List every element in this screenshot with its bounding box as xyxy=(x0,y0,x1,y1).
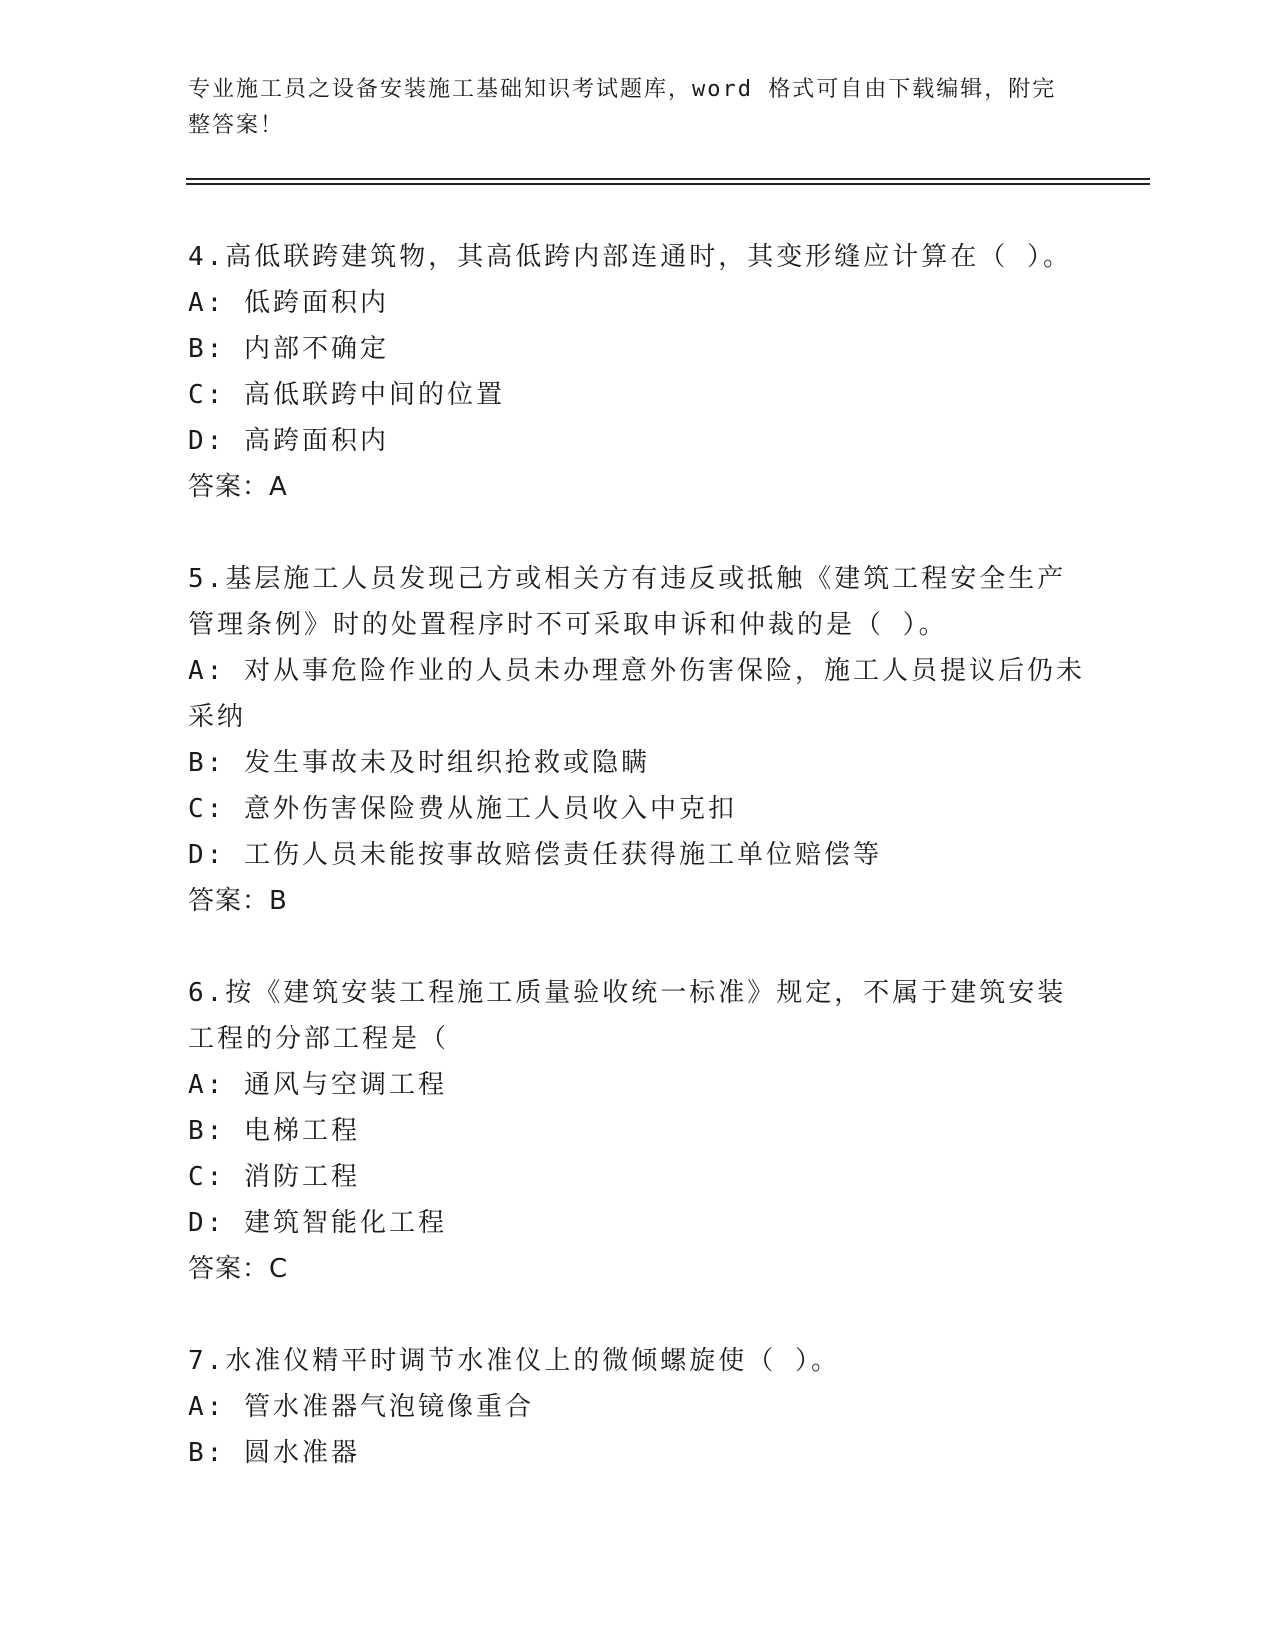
option-a: A: 通风与空调工程 xyxy=(188,1070,447,1100)
option-c: C: 高低联跨中间的位置 xyxy=(188,380,505,410)
answer-label: 答案：C xyxy=(188,1254,289,1284)
option-a: A: 对从事危险作业的人员未办理意外伤害保险，施工人员提议后仍未采纳 xyxy=(188,656,1085,732)
option-c: C: 消防工程 xyxy=(188,1162,360,1192)
question-6 xyxy=(188,970,1088,1292)
answer-label: 答案：A xyxy=(188,472,288,502)
option-b: B: 内部不确定 xyxy=(188,334,389,364)
header-rule-bottom xyxy=(186,183,1150,185)
option-d: D: 工伤人员未能按事故赔偿责任获得施工单位赔偿等 xyxy=(188,840,882,870)
option-c: C: 意外伤害保险费从施工人员收入中克扣 xyxy=(188,794,737,824)
answer-label: 答案：B xyxy=(188,886,288,916)
question-4 xyxy=(188,234,1088,510)
header-rule-top xyxy=(186,178,1150,180)
question-5 xyxy=(188,556,1088,924)
option-a: A: 低跨面积内 xyxy=(188,288,389,318)
option-b: B: 发生事故未及时组织抢救或隐瞒 xyxy=(188,748,650,778)
option-b: B: 圆水准器 xyxy=(188,1438,360,1468)
question-list xyxy=(188,234,1088,1522)
question-stem: 5.基层施工人员发现己方或相关方有违反或抵触《建筑工程安全生产管理条例》时的处置程序时不可采取申诉和仲裁的是（ ）。 xyxy=(188,564,1067,640)
option-b: B: 电梯工程 xyxy=(188,1116,360,1146)
question-stem: 4.高低联跨建筑物，其高低跨内部连通时，其变形缝应计算在（ ）。 xyxy=(188,242,1072,272)
option-d: D: 高跨面积内 xyxy=(188,426,389,456)
question-stem: 7.水准仪精平时调节水准仪上的微倾螺旋使（ ）。 xyxy=(188,1346,840,1376)
document-header: 专业施工员之设备安装施工基础知识考试题库，word 格式可自由下载编辑，附完整答案！ xyxy=(188,77,1057,138)
option-a: A: 管水准器气泡镜像重合 xyxy=(188,1392,534,1422)
question-stem: 6.按《建筑安装工程施工质量验收统一标准》规定，不属于建筑安装工程的分部工程是（ xyxy=(188,978,1067,1054)
option-d: D: 建筑智能化工程 xyxy=(188,1208,447,1238)
question-7 xyxy=(188,1338,1088,1476)
